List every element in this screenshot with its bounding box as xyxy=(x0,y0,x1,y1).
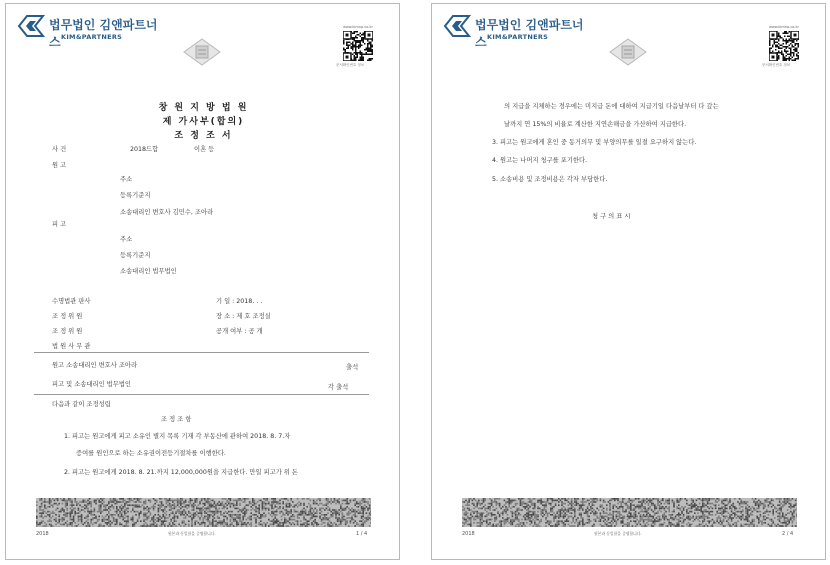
document-title: 조 정 조 서 xyxy=(174,131,233,141)
firm-logo-mark-icon xyxy=(16,13,46,39)
open-status: 공개 여부 : 공 개 xyxy=(216,328,263,335)
clerk-label: 법 원 사 무 관 xyxy=(52,343,91,350)
security-pattern xyxy=(462,498,797,527)
firm-logo xyxy=(16,13,166,47)
claim-title: 청 구 의 표 시 xyxy=(592,213,631,220)
defendant-registry: 등록기준지 xyxy=(120,252,151,259)
case-number: 2018드합 xyxy=(130,146,159,153)
court-emblem-icon xyxy=(183,38,221,66)
defendant-attorney: 소송대리인 법무법인 xyxy=(120,268,177,275)
page-number: 1 / 4 xyxy=(356,531,368,537)
qr-caption: 문서확인번호 정보 xyxy=(336,63,365,67)
qr-code-icon xyxy=(769,31,799,61)
footer-certification: 원본과 동일함을 증명합니다. xyxy=(594,531,642,536)
defendant-address: 주소 xyxy=(120,236,133,243)
defendant-label: 피 고 xyxy=(52,221,67,228)
footer-year: 2018 xyxy=(36,531,49,537)
defendant-attendance: 피고 및 소송대리인 법무법인 xyxy=(52,381,131,388)
term-line: 3. 피고는 원고에게 혼인 중 동거의무 및 부양의무를 일절 요구하지 않는다. xyxy=(492,139,697,146)
mediation-result: 다음과 같이 조정성립 xyxy=(52,401,111,408)
term-line: 증여를 원인으로 하는 소유권이전등기절차를 이행한다. xyxy=(76,450,226,457)
judge-label: 수명법관 판사 xyxy=(52,298,91,305)
plaintiff-address: 주소 xyxy=(120,176,133,183)
defendant-attendance-status: 각 출석 xyxy=(328,384,349,391)
security-pattern xyxy=(36,498,371,527)
firm-name-kr: 법무법인 김앤파트너스 xyxy=(49,18,158,49)
plaintiff-attendance: 원고 소송대리인 변호사 조아라 xyxy=(52,362,138,369)
qr-caption: 문서확인번호 정보 xyxy=(762,63,791,67)
division-name: 제 가사부(합의) xyxy=(162,117,245,127)
qr-top-text: www.kimnp.co.kr xyxy=(769,25,799,29)
court-name: 창 원 지 방 법 원 xyxy=(158,103,249,113)
divider xyxy=(34,352,369,353)
mediator1-label: 조 정 위 원 xyxy=(52,313,83,320)
term-line: 날까지 연 15%의 비율로 계산한 지연손해금을 가산하여 지급한다. xyxy=(504,121,687,128)
term-line: 1. 피고는 원고에게 피고 소유인 별지 목록 기재 각 부동산에 관하여 2018. 8. 7.자 xyxy=(64,433,291,440)
plaintiff-attorney: 소송대리인 변호사 김민수, 조아라 xyxy=(120,209,214,216)
page-number: 2 / 4 xyxy=(782,531,794,537)
firm-name-en: KIM&PARTNERS xyxy=(61,33,123,41)
case-label: 사 건 xyxy=(52,146,67,153)
firm-name-kr: 법무법인 김앤파트너스 xyxy=(475,18,584,49)
court-emblem-icon xyxy=(609,38,647,66)
qr-code-icon xyxy=(343,31,373,61)
firm-logo xyxy=(442,13,592,47)
footer-certification: 원본과 동일함을 증명합니다. xyxy=(168,531,216,536)
hearing-place: 장 소 : 제 호 조정실 xyxy=(216,313,271,320)
plaintiff-attendance-status: 출석 xyxy=(346,364,359,371)
divider xyxy=(34,394,369,395)
term-line: 5. 소송비용 및 조정비용은 각자 부담한다. xyxy=(492,176,608,183)
hearing-date: 기 일 : 2018. . . xyxy=(216,298,263,305)
footer-year: 2018 xyxy=(462,531,475,537)
term-line: 4. 원고는 나머지 청구를 포기한다. xyxy=(492,157,588,164)
case-name: 이혼 등 xyxy=(194,146,215,153)
firm-name-en: KIM&PARTNERS xyxy=(487,33,549,41)
plaintiff-registry: 등록기준지 xyxy=(120,192,151,199)
document-page-1 xyxy=(5,3,400,560)
firm-logo-mark-icon xyxy=(442,13,472,39)
plaintiff-label: 원 고 xyxy=(52,162,67,169)
term-line: 2. 피고는 원고에게 2018. 8. 21.까지 12,000,000원을 지급한다. 만일 피고가 위 돈 xyxy=(64,469,298,476)
document-page-2 xyxy=(431,3,826,560)
qr-top-text: www.kimnp.co.kr xyxy=(343,25,373,29)
terms-title: 조 정 조 항 xyxy=(161,416,192,423)
mediator2-label: 조 정 위 원 xyxy=(52,328,83,335)
term-line: 의 지급을 지체하는 경우에는 미지급 돈에 대하여 지급기일 다음날부터 다 갚는 xyxy=(504,103,719,110)
